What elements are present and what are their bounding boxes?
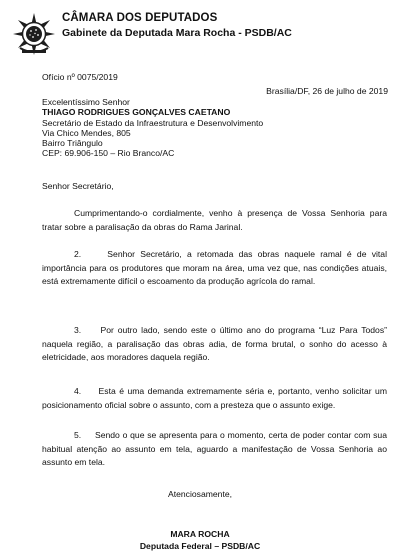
office-subtitle: Gabinete da Deputada Mara Rocha - PSDB/AC: [62, 27, 292, 39]
closing-line: Atenciosamente,: [167, 489, 232, 499]
paragraph-1: Cumprimentando-o cordialmente, venho à presença de Vossa Senhoria para tratar sobre a paralisação da obras do Rama Jarinal.: [42, 208, 387, 232]
recipient-district: Bairro Triângulo: [42, 138, 103, 149]
paragraph-2: 2. Senhor Secretário, a retomada das obras naquele ramal é de vital importância para os produtores que moram na área, uma vez que, nas condições atuais, está extremamente difícil o escoamento da produção agrícola do ramal.: [42, 249, 387, 286]
letter-date: Brasília/DF, 26 de julho de 2019: [266, 86, 388, 96]
coat-of-arms-icon: [12, 12, 56, 56]
recipient-block: [42, 97, 263, 159]
recipient-name: THIAGO RODRIGUES GONÇALVES CAETANO: [42, 107, 231, 118]
chamber-title: CÂMARA DOS DEPUTADOS: [62, 12, 218, 24]
paragraph-3: 3. Por outro lado, sendo este o último ano do programa “Luz Para Todos” naquela região, a paralisação das obras adia, de forma brutal, o sonho do acesso à eletricidade, aos moradores daquela região.: [42, 325, 387, 362]
recipient-postal: CEP: 69.906-150 – Rio Branco/AC: [42, 148, 175, 159]
paragraph-5: 5. Sendo o que se apresenta para o momento, certa de poder contar com sua habitual atenção ao assunto em tela, aguardo a manifestação de Vossa Senhoria ao assunto em tela.: [42, 430, 387, 467]
paragraph-4: 4. Esta é uma demanda extremamente séria e, portanto, venho solicitar um posicionamento oficial sobre o assunto, com a presteza que o assunto exige.: [42, 386, 387, 410]
letter-reference: Ofício nº 0075/2019: [42, 72, 118, 82]
letter-greeting: Senhor Secretário,: [42, 181, 114, 191]
recipient-street: Via Chico Mendes, 805: [42, 127, 131, 138]
recipient-role: Secretário de Estado da Infraestrutura e Desenvolvimento: [42, 117, 264, 128]
recipient-salutation: Excelentíssimo Senhor: [42, 97, 130, 107]
signature-name: MARA ROCHA: [170, 529, 230, 539]
signature-role: Deputada Federal – PSDB/AC: [139, 541, 261, 551]
